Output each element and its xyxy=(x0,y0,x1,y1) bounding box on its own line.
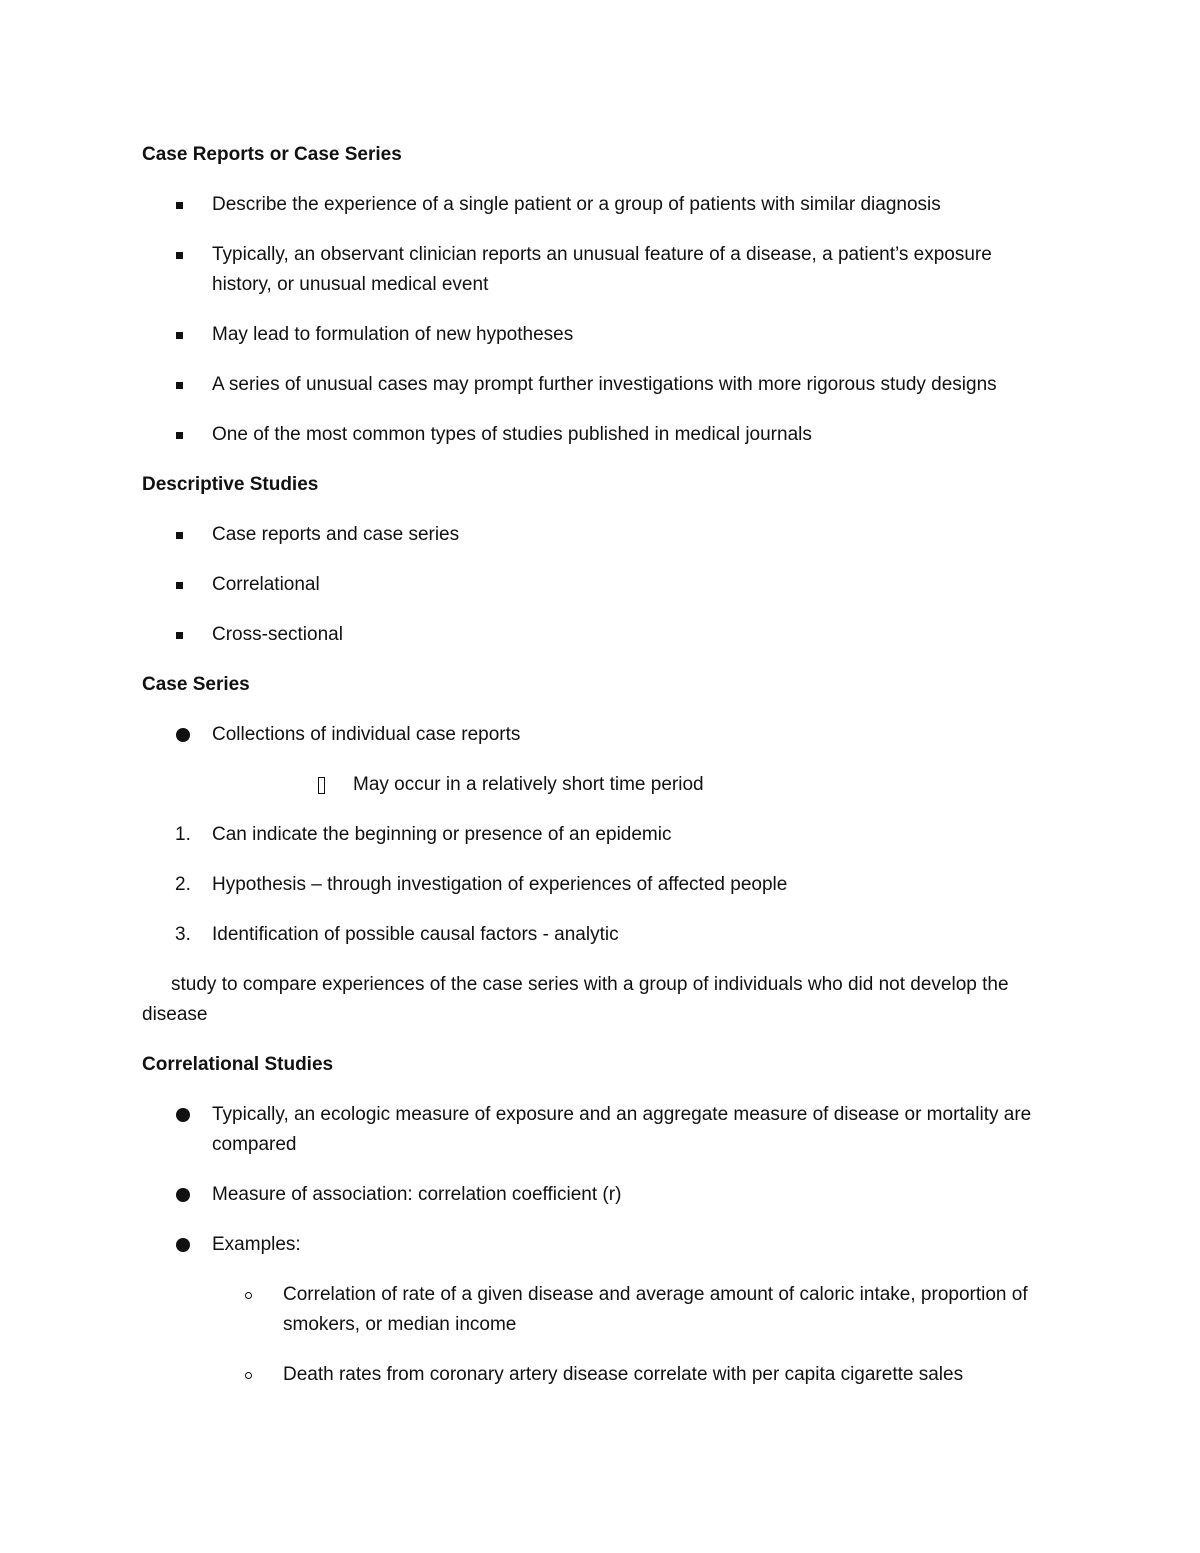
list-number: 2. xyxy=(175,874,191,895)
list-item: Collections of individual case reports xyxy=(212,724,521,745)
square-bullet-icon xyxy=(176,520,183,550)
list-item: May lead to formulation of new hypotheses xyxy=(212,324,574,345)
square-bullet-icon xyxy=(176,570,183,600)
list-item: One of the most common types of studies published in medical journals xyxy=(212,424,812,445)
sub-list-item: May occur in a relatively short time period xyxy=(353,774,704,795)
square-bullet-icon xyxy=(176,420,183,450)
round-bullet-icon xyxy=(176,720,190,750)
list-item: Examples: xyxy=(212,1234,301,1255)
list-item: Typically, an observant clinician reports an unusual feature of a disease, a patient’s exposure xyxy=(212,244,992,265)
paragraph-line: disease xyxy=(142,1004,208,1025)
numbered-item: Can indicate the beginning or presence of an epidemic xyxy=(212,824,672,845)
list-item: A series of unusual cases may prompt further investigations with more rigorous study designs xyxy=(212,374,997,395)
ring-bullet-icon xyxy=(245,1360,252,1390)
list-item: Measure of association: correlation coefficient (r) xyxy=(212,1184,622,1205)
list-item: Case reports and case series xyxy=(212,524,460,545)
heading-descriptive-studies: Descriptive Studies xyxy=(142,474,319,495)
sub-list-item: Correlation of rate of a given disease and average amount of caloric intake, proportion of xyxy=(283,1284,1028,1305)
list-number: 1. xyxy=(175,824,191,845)
list-number: 3. xyxy=(175,924,191,945)
ring-bullet-icon xyxy=(245,1280,252,1310)
list-item: Typically, an ecologic measure of exposure and an aggregate measure of disease or mortality are xyxy=(212,1104,1032,1125)
list-item-continuation: compared xyxy=(212,1134,297,1155)
paragraph-line: study to compare experiences of the case series with a group of individuals who did not develop the xyxy=(171,974,1009,995)
numbered-item: Identification of possible causal factors - analytic xyxy=(212,924,619,945)
heading-case-reports: Case Reports or Case Series xyxy=(142,144,402,165)
sub-list-item: Death rates from coronary artery disease correlate with per capita cigarette sales xyxy=(283,1364,964,1385)
round-bullet-icon xyxy=(176,1100,190,1130)
missing-glyph-bullet-icon xyxy=(318,770,325,800)
square-bullet-icon xyxy=(176,240,183,270)
heading-case-series: Case Series xyxy=(142,674,250,695)
list-item: Correlational xyxy=(212,574,320,595)
square-bullet-icon xyxy=(176,620,183,650)
list-item: Cross-sectional xyxy=(212,624,343,645)
sub-list-item-continuation: smokers, or median income xyxy=(283,1314,517,1335)
square-bullet-icon xyxy=(176,370,183,400)
list-item: Describe the experience of a single patient or a group of patients with similar diagnosis xyxy=(212,194,941,215)
heading-correlational-studies: Correlational Studies xyxy=(142,1054,334,1075)
square-bullet-icon xyxy=(176,190,183,220)
round-bullet-icon xyxy=(176,1180,190,1210)
list-item-continuation: history, or unusual medical event xyxy=(212,274,489,295)
numbered-item: Hypothesis – through investigation of experiences of affected people xyxy=(212,874,788,895)
square-bullet-icon xyxy=(176,320,183,350)
round-bullet-icon xyxy=(176,1230,190,1260)
